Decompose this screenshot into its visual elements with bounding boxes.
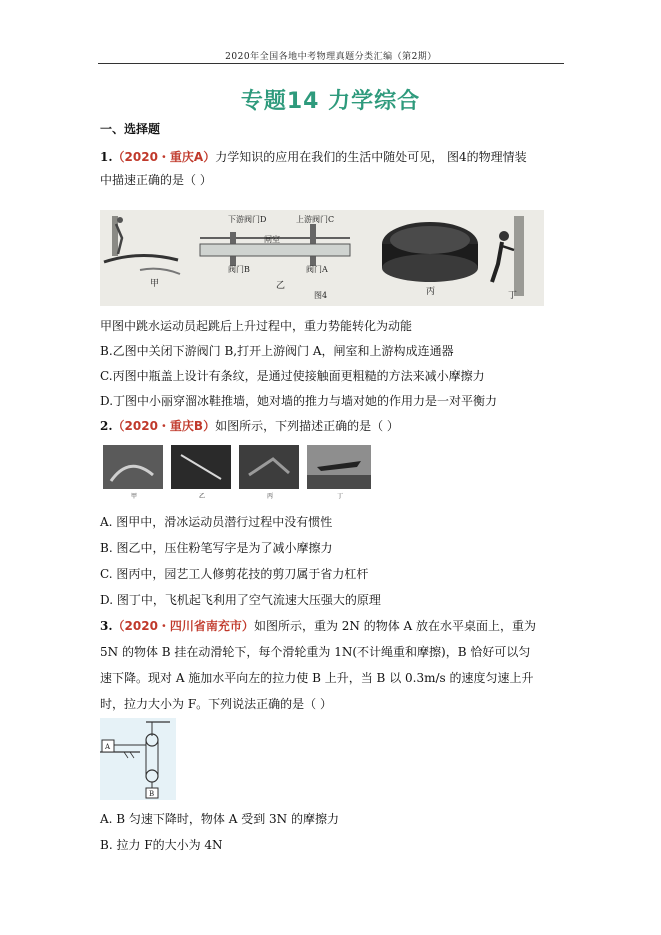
q2-photo-ding (307, 445, 371, 500)
q1-label-ding: 丁 (508, 291, 518, 301)
q2-stem-text: 如图所示，下列描述正确的是（ ） (215, 419, 399, 433)
q3-option-a: A. B 匀速下降时，物体 A 受到 3N 的摩擦力 (100, 812, 339, 826)
q3-stem-line2: 5N 的物体 B 挂在动滑轮下，每个滑轮重为 1N(不计绳重和摩擦)，B 恰好可以匀 (100, 645, 531, 659)
q1-label-jia: 甲 (150, 279, 160, 289)
q3-pulley-figure (100, 718, 176, 800)
q1-figure (100, 210, 544, 306)
q2-option-d: D. 图丁中，飞机起飞利用了空气流速大压强大的原理 (100, 593, 381, 607)
q1-stem-line2: 中描速正确的是（ ） (100, 173, 212, 187)
page-title: 专题14 力学综合 (240, 89, 421, 114)
q1-option-b: B.乙图中关闭下游阀门 B,打开上游阀门 A，闸室和上游构成连通器 (100, 344, 454, 358)
q1-figure-caption: 图4 (314, 291, 328, 300)
q2-option-c: C. 图丙中，园艺工人修剪花技的剪刀属于省力杠杆 (100, 567, 369, 581)
q1-label-gate-a: 阀门A (306, 265, 328, 274)
q3-number: 3. (100, 619, 113, 633)
svg-text:A: A (105, 743, 111, 751)
q1-option-a: 甲图中跳水运动员起跳后上升过程中，重力势能转化为动能 (100, 319, 413, 333)
q2-stem (100, 418, 399, 434)
q3-stem-line4: 时，拉力大小为 F。下列说法正确的是（ ） (100, 697, 332, 711)
q2-option-a: A. 图甲中，滑冰运动员潜行过程中没有惯性 (100, 515, 333, 529)
svg-text:丙: 丙 (267, 493, 274, 500)
section-heading: 一、选择题 (100, 122, 161, 136)
q1-label-gate-b: 阀门B (228, 265, 250, 274)
svg-text:甲: 甲 (131, 493, 138, 500)
q1-label-gate-d: 下游阀门D (228, 215, 267, 224)
q3-stem-line3: 速下降。现对 A 施加水平向左的拉力使 B 上升，当 B 以 0.3m/s 的速度匀速上升 (100, 671, 534, 685)
header-rule (98, 63, 564, 64)
q1-number: 1. (100, 150, 113, 164)
q2-photo-yi (171, 445, 231, 500)
svg-text:B: B (149, 790, 155, 798)
q2-number: 2. (100, 419, 113, 433)
page-header: 2020年全国各地中考物理真题分类汇编（第2期） (225, 52, 437, 62)
q2-option-b: B. 图乙中，压住粉笔写字是为了减小摩擦力 (100, 541, 333, 555)
q1-option-c: C.丙图中瓶盖上设计有条纹，是通过使接触面更粗糙的方法来减小摩擦力 (100, 369, 485, 383)
q1-label-yi: 乙 (276, 281, 286, 291)
q3-stem-line1 (100, 618, 536, 634)
q3-source: （2020・四川省南充市） (112, 619, 254, 633)
q3-option-b: B. 拉力 F的大小为 4N (100, 838, 223, 852)
q1-option-d: D.丁图中小丽穿溜冰鞋推墙，她对墙的推力与墙对她的作用力是一对平衡力 (100, 394, 498, 408)
svg-text:丁: 丁 (337, 493, 344, 500)
q1-stem-line1 (100, 149, 527, 165)
q2-source: （2020・重庆B） (112, 419, 216, 433)
q1-stem-text: 力学知识的应用在我们的生活中随处可见， 图4的物理情装 (215, 150, 527, 164)
q1-label-bing: 丙 (426, 287, 436, 297)
q2-photo-bing (239, 445, 299, 500)
q2-figure (103, 445, 375, 501)
q1-label-chamber: 闸室 (264, 235, 280, 244)
q2-photo-jia (103, 445, 163, 500)
q1-label-gate-c: 上游阀门C (296, 215, 335, 224)
q1-source: （2020・重庆A） (112, 150, 216, 164)
svg-text:乙: 乙 (199, 493, 206, 500)
q3-stem-text: 如图所示，重为 2N 的物体 A 放在水平桌面上，重为 (253, 619, 536, 633)
